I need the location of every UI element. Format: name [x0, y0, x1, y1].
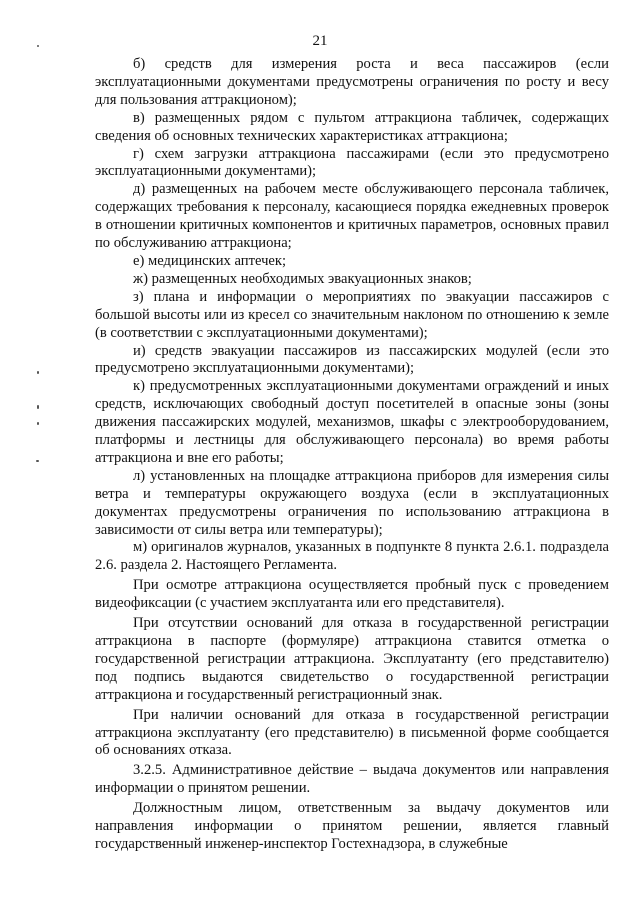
scan-mark	[37, 45, 39, 47]
scan-mark	[37, 422, 39, 425]
paragraph-responsible-official: Должностным лицом, ответственным за выдачу документов или направления информации о принятом решении, является главный государственный инженер-инспектор Гостехнадзора, в служебные	[95, 800, 609, 852]
paragraph-trial-run: При осмотре аттракциона осуществляется пробный пуск с проведением видеофиксации (с участием эксплуатанта или его представителя).	[95, 577, 609, 612]
paragraph-item-e: е) медицинских аптечек;	[133, 252, 287, 269]
paragraph-item-l: л) установленных на площадке аттракциона приборов для измерения силы ветра и температуры окружающего воздуха (если в эксплуатационных документах предусмотрены ограничения по использованию аттракциона в зависимости от силы ветра или температуры);	[95, 467, 609, 538]
paragraph-section-3-2-5: 3.2.5. Административное действие – выдача документов или направления информации о принятом решении.	[95, 762, 609, 797]
scan-mark	[37, 371, 39, 374]
paragraph-item-g: г) схем загрузки аттракциона пассажирами (если это предусмотрено эксплуатационными документами);	[95, 145, 609, 180]
scan-mark	[37, 405, 39, 409]
paragraph-item-zh: ж) размещенных необходимых эвакуационных знаков;	[133, 270, 472, 287]
paragraph-no-grounds-refusal: При отсутствии оснований для отказа в государственной регистрации аттракциона в паспорте (формуляре) аттракциона ставится отметка о государственной регистрации аттракциона. Эксплуатанту (его представителю) под подпись выдаются свидетельство о государственной регистрации аттракциона и государственный регистрационный знак.	[95, 615, 609, 703]
paragraph-grounds-refusal: При наличии оснований для отказа в государственной регистрации аттракциона эксплуатанту (его представителю) в письменной форме сообщается об основаниях отказа.	[95, 706, 609, 759]
document-body	[95, 56, 609, 854]
paragraph-item-m: м) оригиналов журналов, указанных в подпункте 8 пункта 2.6.1. подраздела 2.6. раздела 2. Настоящего Регламента.	[95, 539, 609, 574]
paragraph-item-v: в) размещенных рядом с пультом аттракциона табличек, содержащих сведения об основных технических характеристиках аттракциона;	[95, 109, 609, 144]
paragraph-item-z: з) плана и информации о мероприятиях по эвакуации пассажиров с большой высоты или из кресел со значительным наклоном по отношению к земле (в соответствии с эксплуатационными документами);	[95, 288, 609, 341]
scan-mark	[36, 460, 39, 462]
paragraph-item-d: д) размещенных на рабочем месте обслуживающего персонала табличек, содержащих требования к персоналу, касающиеся порядка ежедневных проверок в отношении критичных компонентов и критичных параметров, основных правил по обслуживанию аттракциона;	[95, 181, 609, 252]
paragraph-item-k: к) предусмотренных эксплуатационными документами ограждений и иных средств, исключающих свободный доступ посетителей в опасные зоны (зоны движения пассажирских модулей, механизмов, шкафы с электрооборудованием, платформы и лестницы для обслуживающего персонала) во время работы аттракциона и вне его работы;	[95, 378, 609, 466]
page-number: 21	[312, 33, 328, 49]
paragraph-item-i: и) средств эвакуации пассажиров из пассажирских модулей (если это предусмотрено эксплуатационными документами);	[95, 342, 609, 377]
paragraph-item-b: б) средств для измерения роста и веса пассажиров (если эксплуатационными документами предусмотрены ограничения по росту и весу для пользования аттракционом);	[95, 56, 609, 108]
